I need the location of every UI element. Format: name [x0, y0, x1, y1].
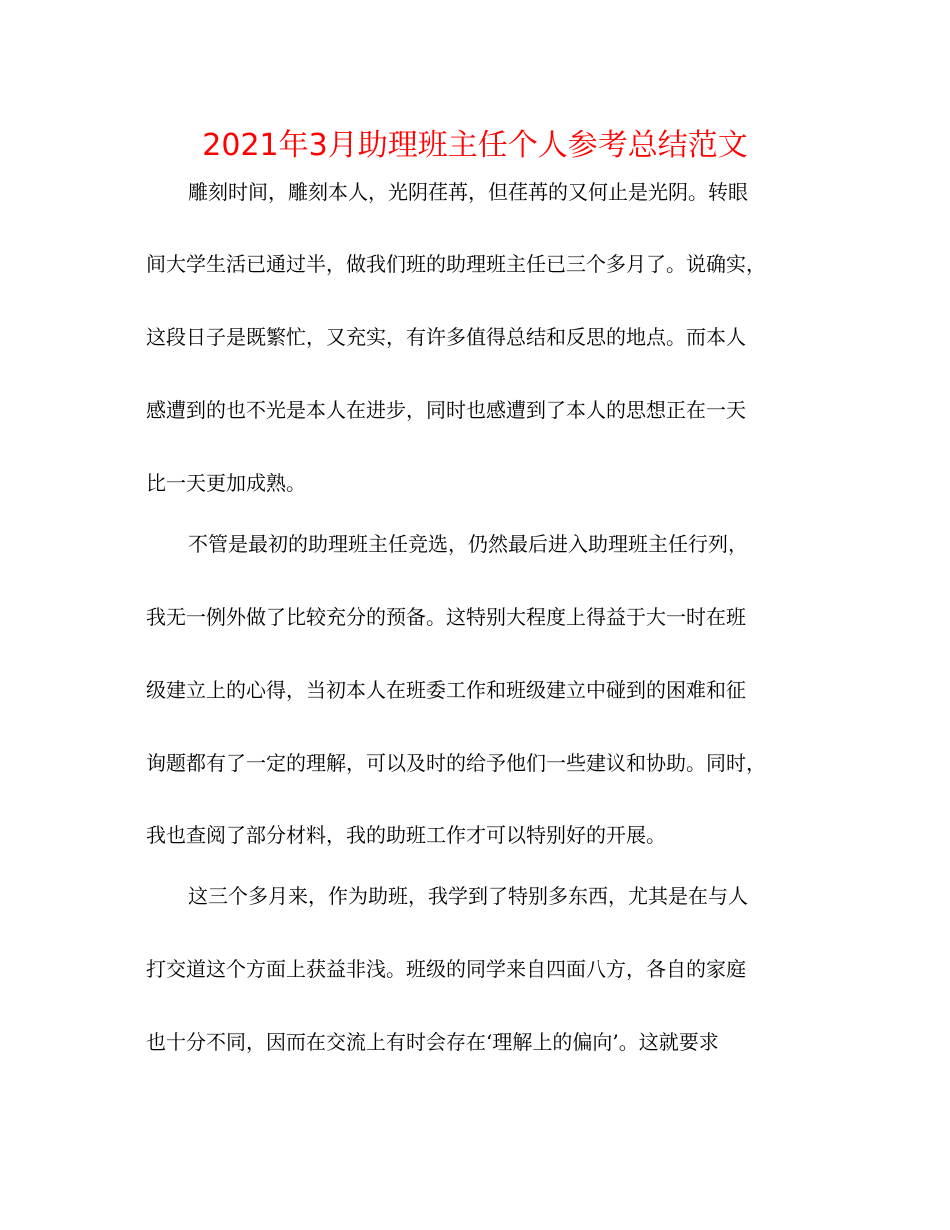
paragraph-2-line-4: 询题都有了一定的理解，可以及时的给予他们一些建议和协助。同时， — [146, 751, 766, 775]
document-title: 2021年3月助理班主任个人参考总结范文 — [202, 128, 748, 163]
paragraph-2-line-2: 我无一例外做了比较充分的预备。这特别大程度上得益于大一时在班 — [146, 605, 746, 629]
paragraph-2-line-3: 级建立上的心得，当初本人在班委工作和班级建立中碰到的困难和征 — [146, 678, 746, 702]
paragraph-3-line-2: 打交道这个方面上获益非浅。班级的同学来自四面八方，各自的家庭 — [146, 957, 746, 981]
paragraph-3-line-1: 这三个多月来，作为助班，我学到了特别多东西，尤其是在与人 — [188, 884, 748, 908]
paragraph-1-line-5: 比一天更加成熟。 — [146, 471, 306, 495]
paragraph-1-line-3: 这段日子是既繁忙，又充实，有许多值得总结和反思的地点。而本人 — [146, 325, 746, 349]
paragraph-1-line-2: 间大学生活已通过半，做我们班的助理班主任已三个多月了。说确实， — [146, 252, 766, 276]
paragraph-2-line-1: 不管是最初的助理班主任竞选，仍然最后进入助理班主任行列， — [188, 532, 748, 556]
paragraph-2-line-5: 我也查阅了部分材料，我的助班工作才可以特别好的开展。 — [146, 823, 666, 847]
paragraph-3-line-3: 也十分不同，因而在交流上有时会存在‘理解上的偏向’。这就要求 — [146, 1030, 719, 1054]
paragraph-1-line-1: 雕刻时间，雕刻本人，光阴荏苒，但荏苒的又何止是光阴。转眼 — [188, 180, 748, 204]
paragraph-1-line-4: 感遭到的也不光是本人在进步，同时也感遭到了本人的思想正在一天 — [146, 398, 746, 422]
